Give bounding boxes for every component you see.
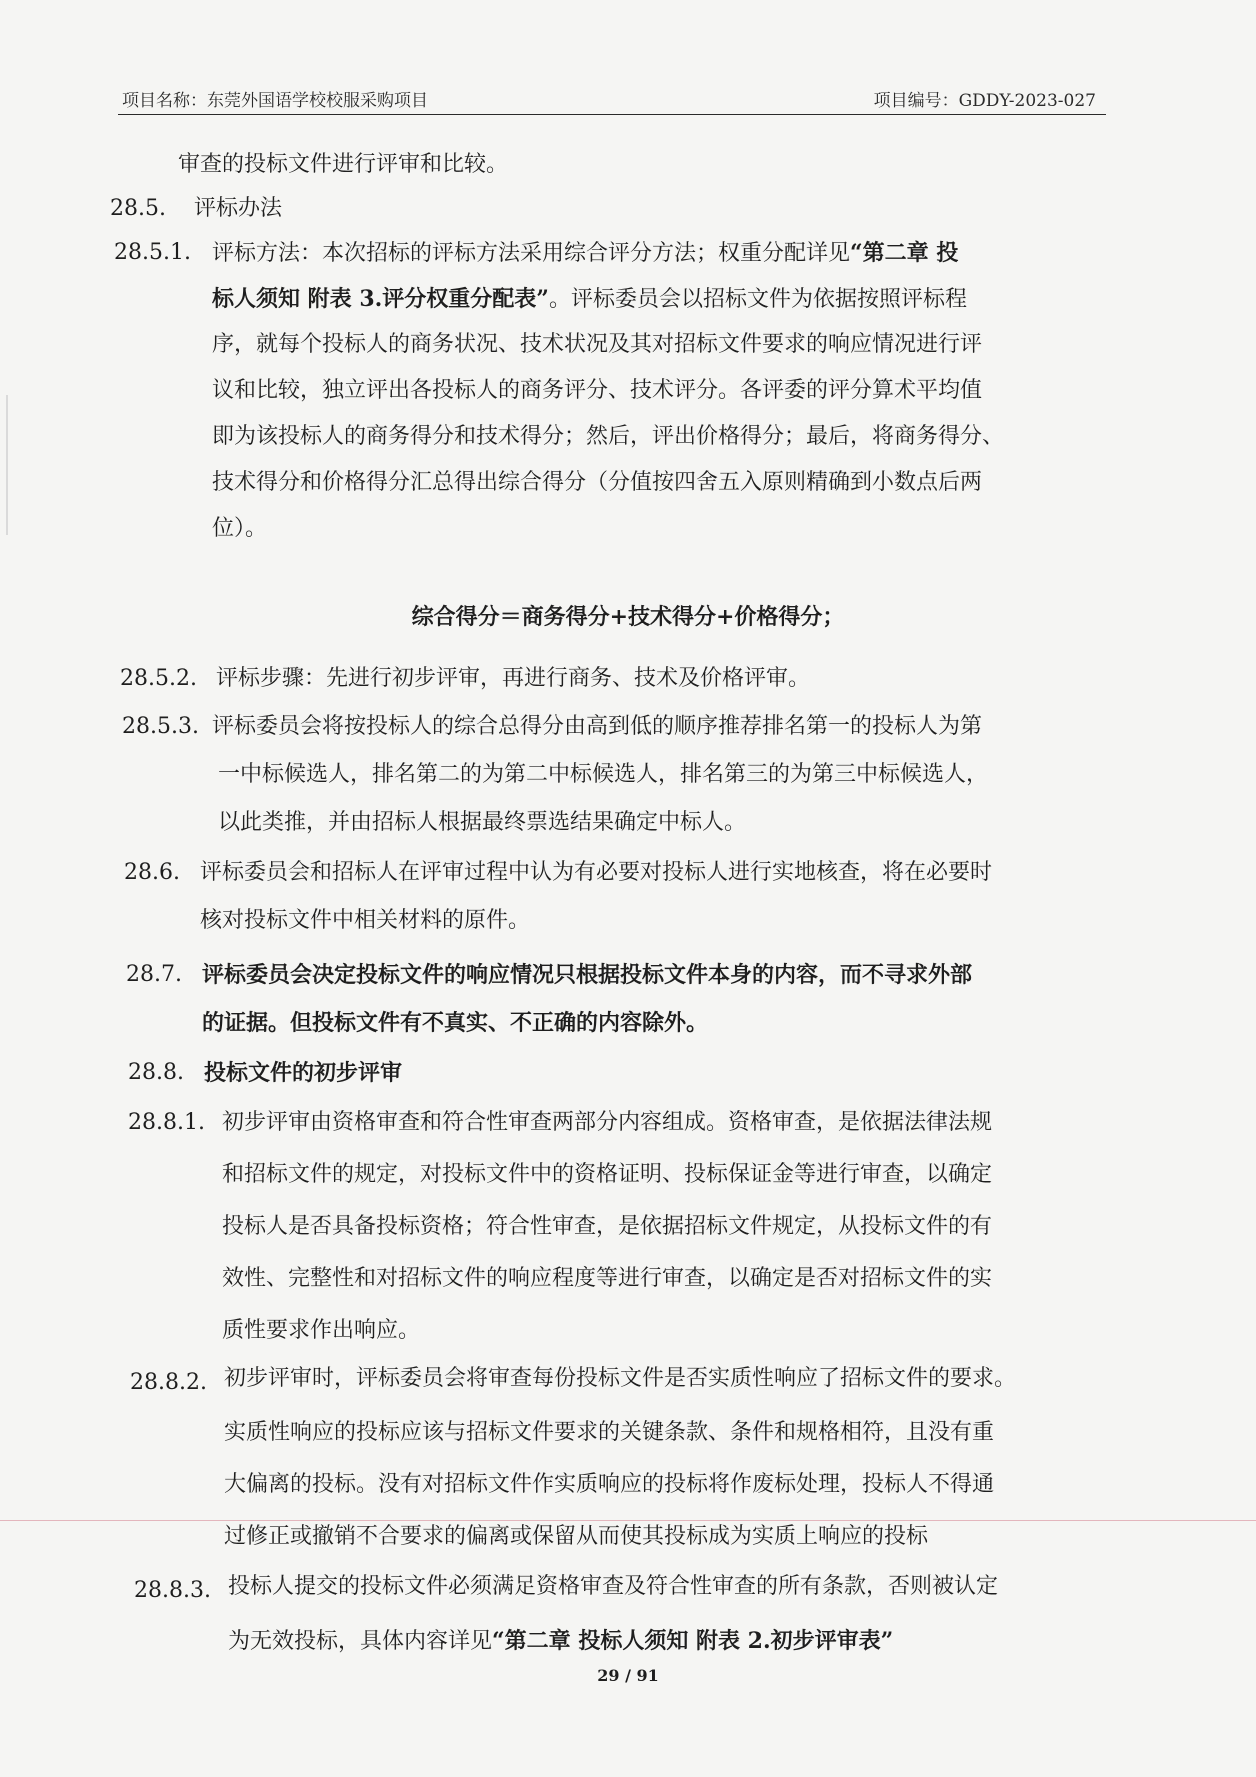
- bold-reference: “第二章 投标人须知 附表 2.初步评审表”: [492, 1628, 894, 1654]
- section-28-5-1-line: 位）。: [212, 516, 268, 541]
- section-28-8-2-number: 28.8.2.: [130, 1370, 207, 1395]
- continued-text: 审查的投标文件进行评审和比较。: [178, 152, 509, 177]
- section-28-5-2-line: 评标步骤：先进行初步评审，再进行商务、技术及价格评审。: [216, 666, 811, 691]
- section-28-8-1-line: 投标人是否具备投标资格；符合性审查，是依据招标文件规定，从投标文件的有: [222, 1214, 993, 1239]
- section-28-8-2-line: 初步评审时，评标委员会将审查每份投标文件是否实质性响应了招标文件的要求。: [224, 1366, 1017, 1391]
- score-formula: 综合得分＝商务得分+技术得分+价格得分；: [411, 604, 845, 630]
- section-28-8-number: 28.8.: [128, 1060, 184, 1085]
- section-28-6-number: 28.6.: [124, 860, 180, 885]
- section-28-5-2-number: 28.5.2.: [120, 666, 197, 691]
- section-28-6-line: 评标委员会和招标人在评审过程中认为有必要对投标人进行实地核查，将在必要时: [200, 860, 993, 885]
- section-28-5-1-line: [212, 238, 958, 269]
- header-project-code: 项目编号：GDDY-2023-027: [873, 91, 1096, 111]
- bold-reference: “第二章 投: [850, 240, 959, 266]
- scan-mark: [6, 395, 8, 535]
- header-project-name: 项目名称：东莞外国语学校校服采购项目: [122, 91, 428, 111]
- section-28-8-3-number: 28.8.3.: [134, 1578, 211, 1603]
- section-28-8-2-line: 实质性响应的投标应该与招标文件要求的关键条款、条件和规格相符，且没有重: [224, 1420, 995, 1445]
- section-28-8-1-number: 28.8.1.: [128, 1110, 205, 1135]
- section-28-5-title: 评标办法: [194, 196, 283, 221]
- bold-reference: 标人须知 附表 3.评分权重分配表”: [212, 286, 549, 312]
- section-28-5-number: 28.5.: [110, 196, 166, 221]
- section-28-7-line: 的证据。但投标文件有不真实、不正确的内容除外。: [202, 1010, 709, 1036]
- section-28-5-3-line: 一中标候选人，排名第二的为第二中标候选人，排名第三的为第三中标候选人，: [218, 762, 989, 787]
- section-28-5-1-line: 议和比较，独立评出各投标人的商务评分、技术评分。各评委的评分算术平均值: [212, 378, 983, 403]
- section-28-5-1-line: 序，就每个投标人的商务状况、技术状况及其对招标文件要求的响应情况进行评: [212, 332, 983, 357]
- section-28-8-3-line: 投标人提交的投标文件必须满足资格审查及符合性审查的所有条款，否则被认定: [228, 1574, 999, 1599]
- section-28-8-2-line: 过修正或撤销不合要求的偏离或保留从而使其投标成为实质上响应的投标: [224, 1524, 929, 1549]
- scan-red-line: [0, 1520, 1256, 1521]
- section-28-5-3-number: 28.5.3.: [122, 714, 199, 739]
- section-28-5-3-line: 以此类推，并由招标人根据最终票选结果确定中标人。: [218, 810, 747, 835]
- section-28-5-1-line: [212, 284, 967, 315]
- section-28-8-title: 投标文件的初步评审: [204, 1060, 403, 1086]
- section-28-6-line: 核对投标文件中相关材料的原件。: [200, 908, 531, 933]
- text-span: 。评标委员会以招标文件为依据按照评标程: [548, 287, 967, 312]
- section-28-8-1-line: 质性要求作出响应。: [222, 1318, 421, 1343]
- section-28-5-1-line: 即为该投标人的商务得分和技术得分；然后，评出价格得分；最后，将商务得分、: [212, 424, 1005, 449]
- section-28-8-2-line: 大偏离的投标。没有对招标文件作实质响应的投标将作废标处理，投标人不得通: [224, 1472, 995, 1497]
- section-28-8-3-line: [228, 1626, 893, 1657]
- section-28-7-line: 评标委员会决定投标文件的响应情况只根据投标文件本身的内容，而不寻求外部: [202, 962, 973, 988]
- section-28-7-number: 28.7.: [126, 962, 182, 987]
- text-span: 评标方法：本次招标的评标方法采用综合评分方法；权重分配详见: [212, 241, 851, 266]
- header-rule: [118, 114, 1106, 115]
- text-span: 为无效投标，具体内容详见: [228, 1629, 493, 1654]
- section-28-5-1-number: 28.5.1.: [114, 240, 191, 265]
- section-28-5-1-line: 技术得分和价格得分汇总得出综合得分（分值按四舍五入原则精确到小数点后两: [212, 470, 983, 495]
- section-28-8-1-line: 效性、完整性和对招标文件的响应程度等进行审查，以确定是否对招标文件的实: [222, 1266, 993, 1291]
- section-28-5-3-line: 评标委员会将按投标人的综合总得分由高到低的顺序推荐排名第一的投标人为第: [212, 714, 983, 739]
- page-number: 29 / 91: [597, 1666, 659, 1685]
- section-28-8-1-line: 和招标文件的规定，对投标文件中的资格证明、投标保证金等进行审查，以确定: [222, 1162, 993, 1187]
- section-28-8-1-line: 初步评审由资格审查和符合性审查两部分内容组成。资格审查，是依据法律法规: [222, 1110, 993, 1135]
